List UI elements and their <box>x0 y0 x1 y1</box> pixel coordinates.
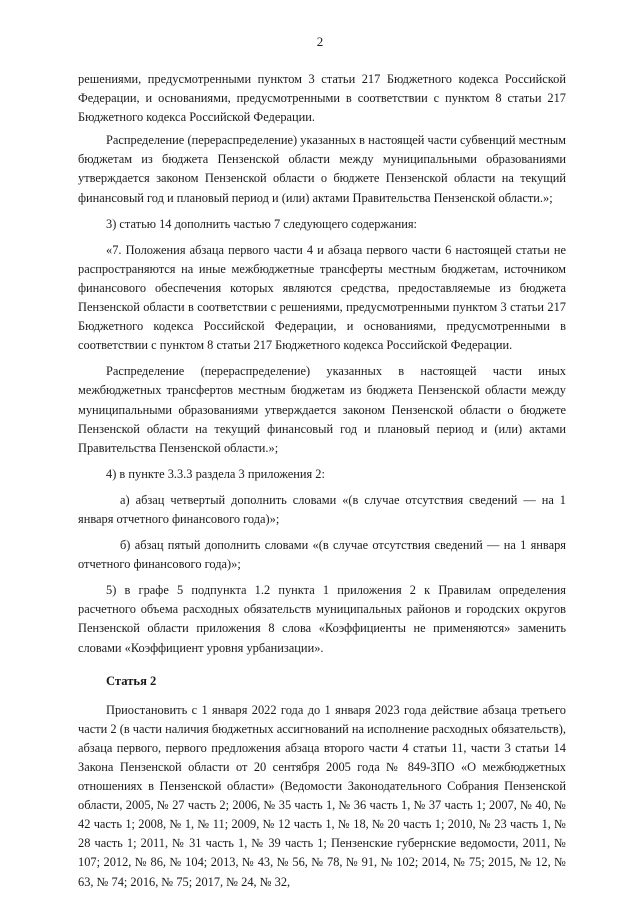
list-item: 3) статью 14 дополнить частью 7 следующего содержания: <box>106 216 417 231</box>
document-body <box>78 70 566 896</box>
paragraph: Приостановить с 1 января 2022 года до 1 января 2023 года действие абзаца третьего части 2 (в части наличия бюджетных ассигнований на исполнение расходных обязательств), абзаца первого, первого предложения абзаца второго части 4 статьи 11, части 3 статьи 14 Закона Пензенской области от 20 сентября 2005 года № 849-ЗПО «О межбюджетных отношениях в Пензенской области» (Ведомости Законодательного Собрания Пензенской области, 2005, № 27 часть 2; 2006, № 35 часть 1, № 36 часть 1, № 37 часть 1; 2007, № 40, № 42 часть 1; 2008, № 1, № 11; 2009, № 12 часть 1, № 18, № 20 часть 1; 2010, № 23 часть 1, № 28 часть 1; 2011, № 31 часть 1, № 39 часть 1; Пензенские губернские ведомости, 2011, № 107; 2012, № 86, № 104; 2013, № 43, № 56, № 78, № 91, № 102; 2014, № 75; 2015, № 12, № 63, № 74; 2016, № 75; 2017, № 24, № 32, <box>78 702 566 889</box>
list-item: а) абзац четвертый дополнить словами «(в случае отсутствия сведений — на 1 января отчетного финансового года)»; <box>78 492 566 526</box>
paragraph: решениями, предусмотренными пунктом 3 статьи 217 Бюджетного кодекса Российской Федерации, и основаниями, предусмотренными в соответствии с пунктом 8 статьи 217 Бюджетного кодекса Российской Федерации. <box>78 72 566 125</box>
article-heading: Статья 2 <box>106 673 157 688</box>
list-item: 4) в пункте 3.3.3 раздела 3 приложения 2: <box>106 466 325 481</box>
list-item: б) абзац пятый дополнить словами «(в случае отсутствия сведений — на 1 января отчетного финансового года)»; <box>78 538 566 572</box>
paragraph: «7. Положения абзаца первого части 4 и абзаца первого части 6 настоящей статьи не распространяются на иные межбюджетные трансферты местным бюджетам, источником финансового обеспечения которых являются средства, предоставляемые из бюджета Пензенской области в соответствии с решениями, предусмотренными пунктом 3 статьи 217 Бюджетного кодекса Российской Федерации, и основаниями, предусмотренными в соответствии с пунктом 8 статьи 217 Бюджетного кодекса Российской Федерации. <box>78 242 566 353</box>
page-number: 2 <box>316 34 324 49</box>
list-item: 5) в графе 5 подпункта 1.2 пункта 1 приложения 2 к Правилам определения расчетного объема расходных обязательств муниципальных районов и городских округов Пензенской области приложения 8 слова «Коэффициенты не применяются» заменить словами «Коэффициент уровня урбанизации». <box>78 583 566 655</box>
paragraph: Распределение (перераспределение) указанных в настоящей части субвенций местным бюджетам из бюджета Пензенской области между муниципальными образованиями утверждается законом Пензенской области о бюджете Пензенской области на текущий финансовый год и плановый период и (или) актами Правительства Пензенской области.»; <box>78 133 566 205</box>
paragraph: Распределение (перераспределение) указанных в настоящей части иных межбюджетных трансфертов местным бюджетам из бюджета Пензенской области между муниципальными образованиями утверждается законом Пензенской области о бюджете Пензенской области на текущий финансовый год и плановый период и (или) актами Правительства Пензенской области.»; <box>78 364 566 455</box>
